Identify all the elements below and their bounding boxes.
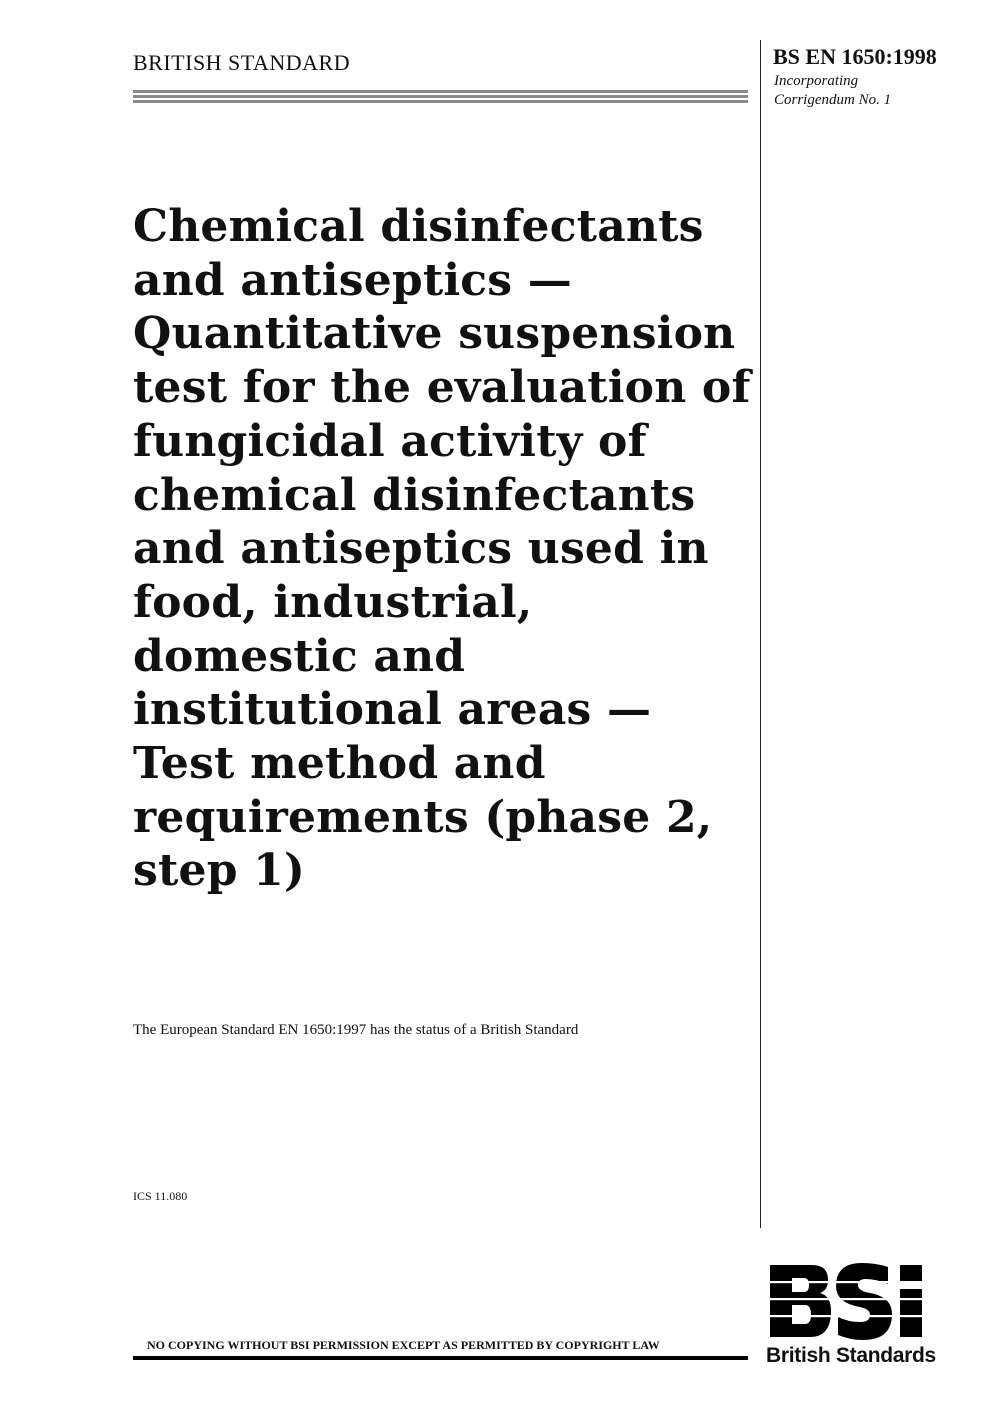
incorporating-line: Incorporating — [774, 73, 859, 89]
copyright-notice: NO COPYING WITHOUT BSI PERMISSION EXCEPT AS PERMITTED BY COPYRIGHT LAW — [147, 1338, 660, 1352]
header-rule-stripe — [133, 100, 748, 103]
header-rule-stripe — [133, 95, 748, 98]
status-note: The European Standard EN 1650:1997 has the status of a British Standard — [133, 1022, 579, 1038]
vertical-divider — [760, 40, 761, 1228]
standard-number: BS EN 1650:1998 — [773, 44, 937, 69]
header-rule-stripe — [133, 90, 748, 93]
footer-rule — [133, 1356, 748, 1360]
header-label: BRITISH STANDARD — [133, 50, 351, 75]
document-title: Chemical disinfectants and antiseptics — Quantitative suspension test for the evaluation of fungicidal activity of chemical disinfectants and antiseptics used in food, industrial, domestic and institutional areas — Test method and requirements (phase 2, step 1) — [133, 201, 751, 897]
ics-code: ICS 11.080 — [133, 1189, 188, 1203]
bsi-wordmark-icon — [766, 1261, 946, 1341]
incorporating-note — [774, 72, 891, 110]
logo-caption: British Standards — [766, 1344, 936, 1367]
corrigendum-line: Corrigendum No. 1 — [774, 92, 892, 108]
